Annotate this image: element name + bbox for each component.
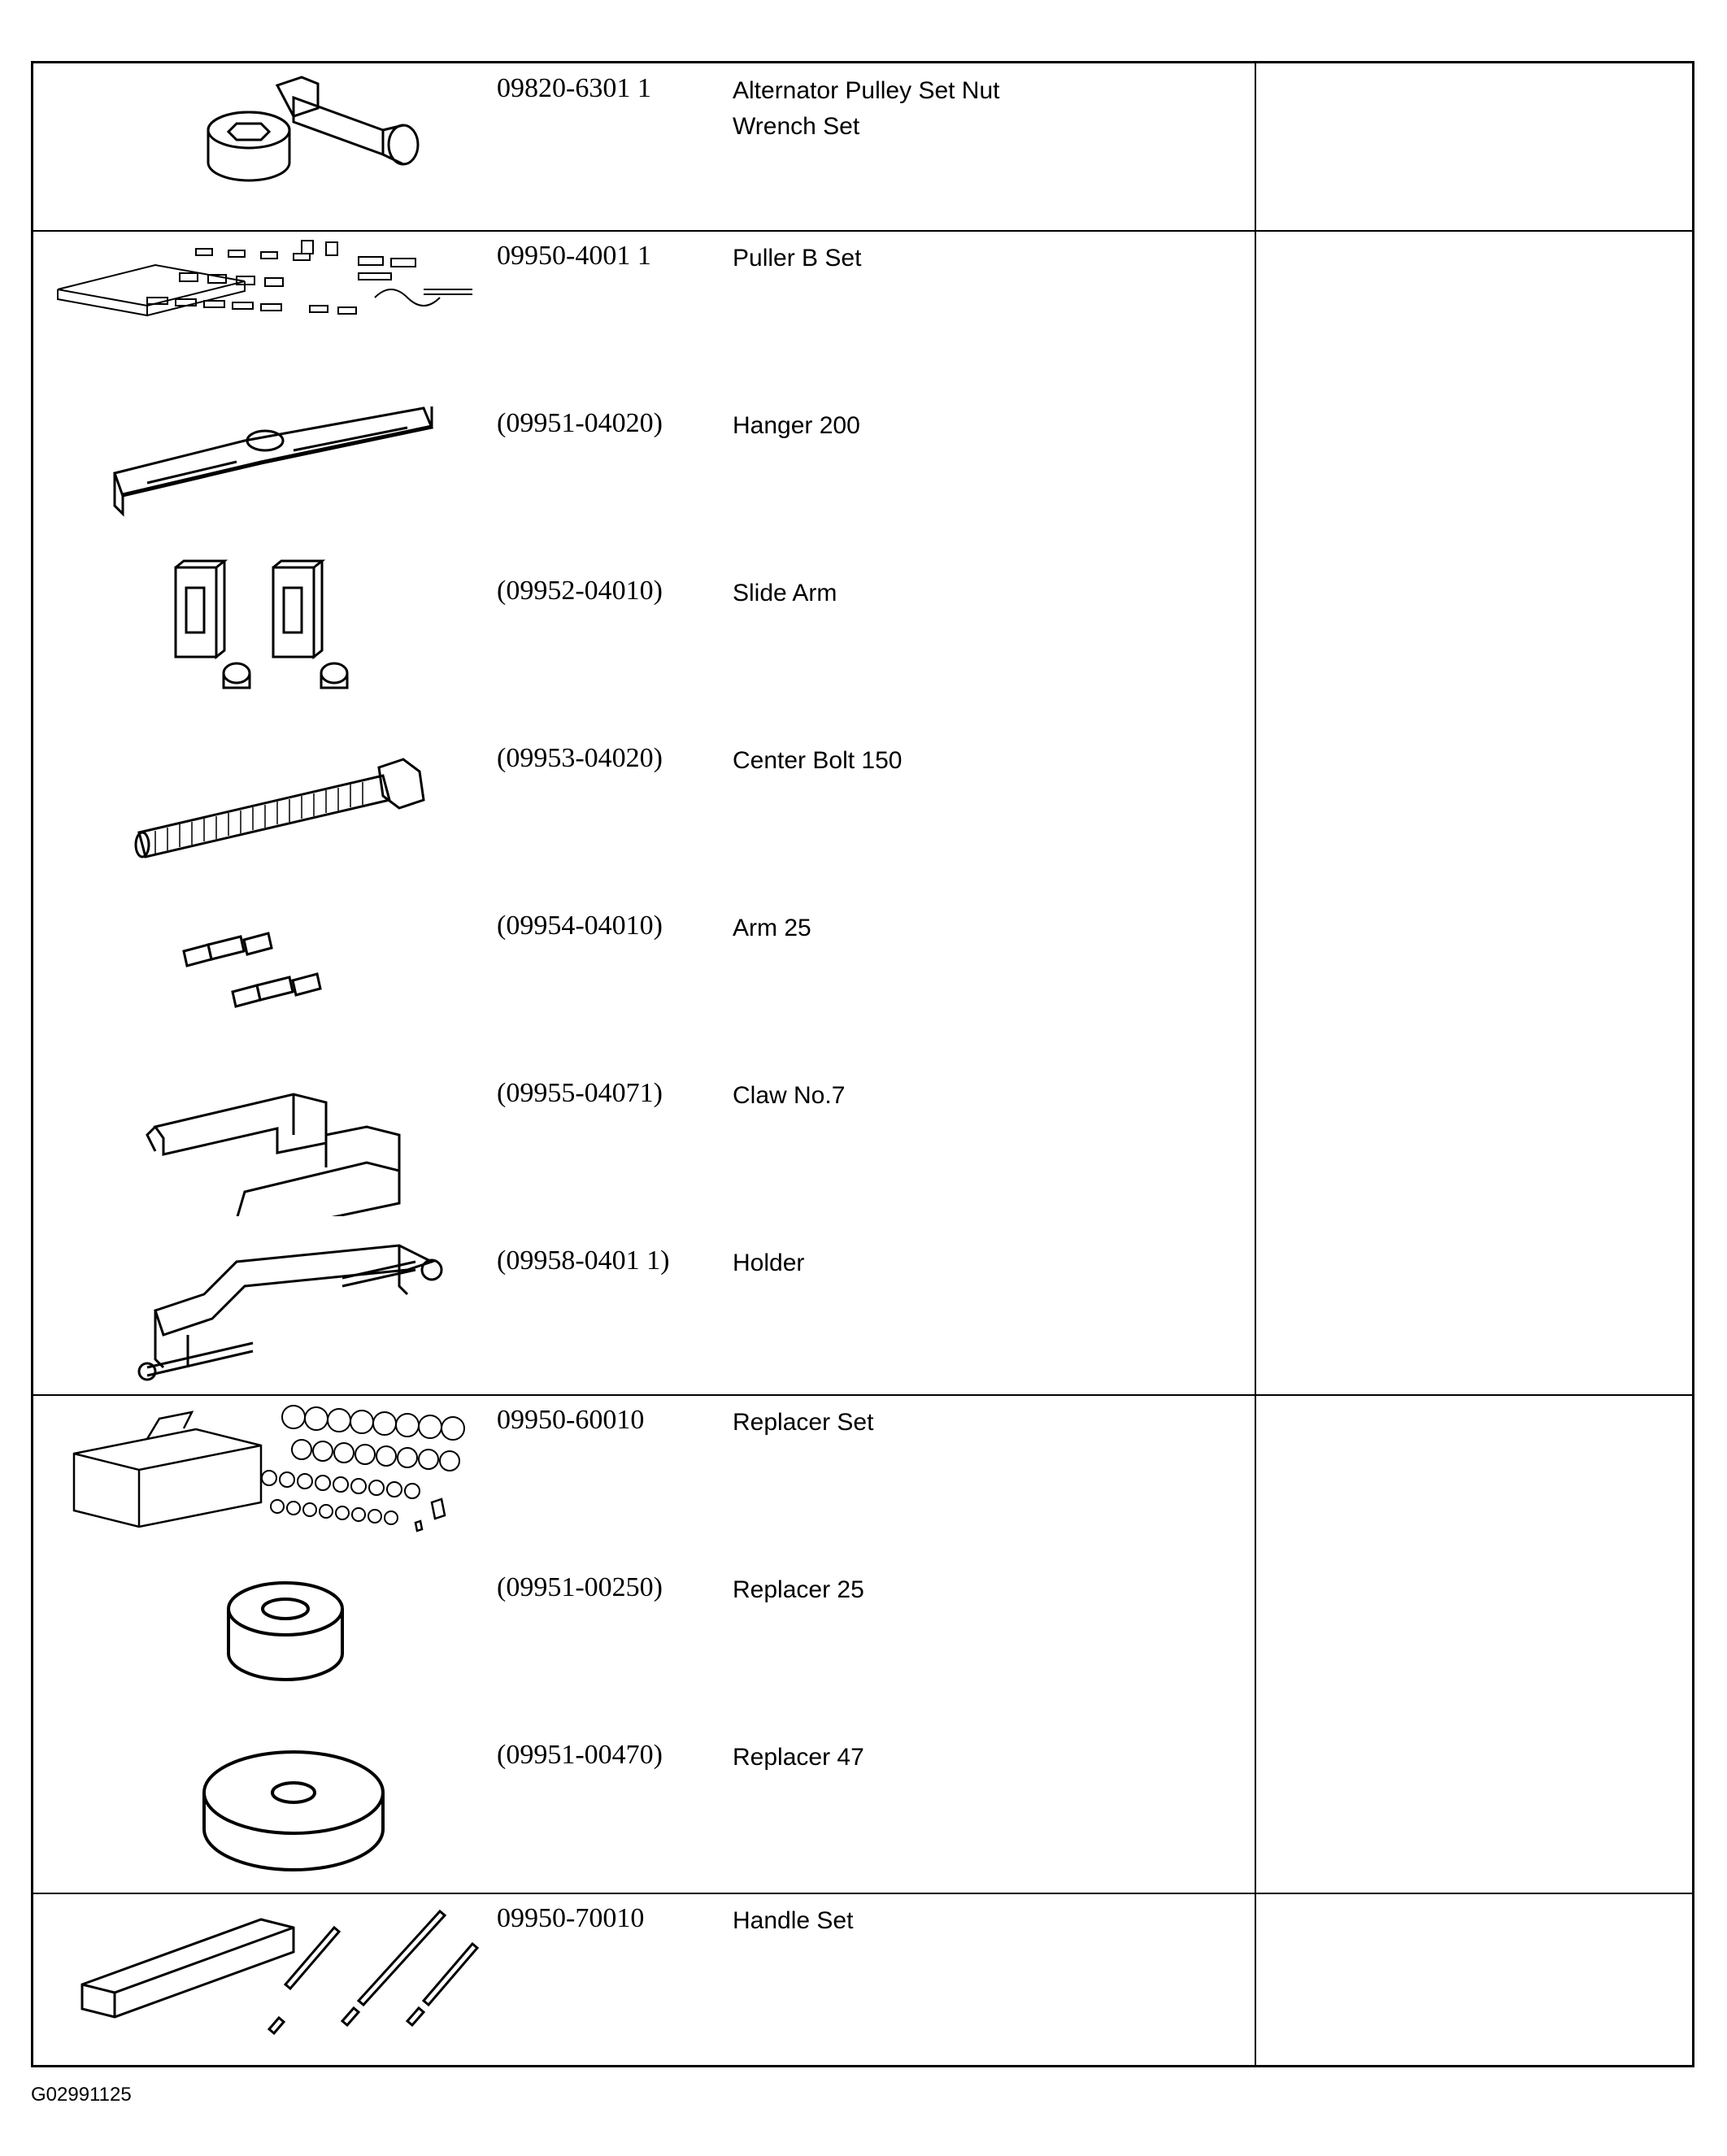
tool-name: Replacer 47 [733, 1744, 864, 1771]
part-number: (09951-04020) [497, 408, 663, 438]
tool-name: Puller B Set [733, 245, 862, 272]
claw-icon [33, 1054, 489, 1216]
tool-name: Handle Set [733, 1907, 854, 1934]
part-number: (09955-04071) [497, 1078, 663, 1108]
holder-icon [33, 1221, 489, 1384]
tool-name: Slide Arm [733, 580, 837, 606]
tool-name: Alternator Pulley Set Nut Wrench Set [733, 77, 1000, 140]
column-divider [1255, 63, 1256, 2065]
tool-name: Arm 25 [733, 915, 811, 941]
arm-icon [33, 886, 489, 1049]
part-number: (09951-00470) [497, 1740, 663, 1770]
tool-name: Replacer 25 [733, 1576, 864, 1603]
part-number: (09954-04010) [497, 911, 663, 941]
handle-set-icon [33, 1879, 489, 2041]
puller-set-icon [33, 216, 489, 379]
part-number: (09953-04020) [497, 743, 663, 773]
tool-name: Holder [733, 1250, 805, 1276]
hanger-icon [33, 384, 489, 546]
part-number: 09950-60010 [497, 1405, 645, 1435]
replacer-47-icon [33, 1715, 489, 1878]
slide-arm-icon [33, 551, 489, 714]
tool-name: Hanger 200 [733, 412, 860, 439]
figure-id: G02991125 [31, 2084, 132, 2106]
pulley-nut-wrench-icon [33, 49, 489, 211]
tool-name: Replacer Set [733, 1409, 874, 1436]
part-number: 09950-4001 1 [497, 241, 651, 271]
replacer-25-icon [33, 1548, 489, 1710]
part-number: 09820-6301 1 [497, 73, 651, 103]
replacer-set-icon [33, 1380, 489, 1543]
tool-name: Claw No.7 [733, 1082, 846, 1109]
part-number: (09951-00250) [497, 1572, 663, 1602]
center-bolt-icon [33, 719, 489, 881]
part-number: 09950-70010 [497, 1903, 645, 1933]
part-number: (09952-04010) [497, 576, 663, 606]
part-number: (09958-0401 1) [497, 1245, 670, 1276]
tool-name: Center Bolt 150 [733, 747, 903, 774]
tool-table [31, 61, 1694, 2067]
